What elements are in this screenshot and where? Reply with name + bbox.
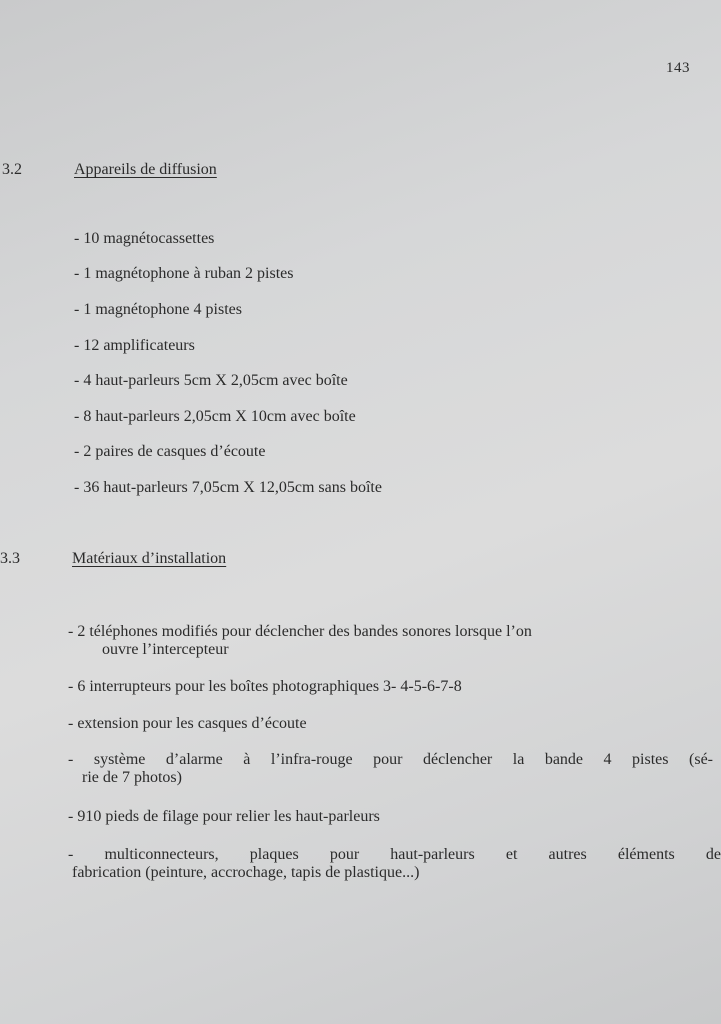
list-item-line: - 6 interrupteurs pour les boîtes photographiques 3- 4-5-6-7-8 xyxy=(68,678,462,695)
list-item-line: - 2 téléphones modifiés pour déclencher des bandes sonores lorsque l’on xyxy=(68,623,532,640)
list-item-line: - système d’alarme à l’infra-rouge pour déclencher la bande 4 pistes (sé- xyxy=(68,751,713,768)
section-number-3-2: 3.2 xyxy=(2,161,22,178)
list-item-line: fabrication (peinture, accrochage, tapis de plastique...) xyxy=(72,864,420,881)
section-number-3-3: 3.3 xyxy=(0,550,20,567)
page-number: 143 xyxy=(666,60,690,76)
list-item xyxy=(68,715,307,733)
list-item: - 12 amplificateurs xyxy=(74,337,195,354)
list-item: - 36 haut-parleurs 7,05cm X 12,05cm sans boîte xyxy=(74,479,382,496)
list-item: - 1 magnétophone à ruban 2 pistes xyxy=(74,265,294,282)
list-item-line: - 910 pieds de filage pour relier les haut-parleurs xyxy=(68,808,380,825)
list-item xyxy=(68,623,532,659)
section-title-3-2: Appareils de diffusion xyxy=(74,161,217,178)
list-item: - 2 paires de casques d’écoute xyxy=(74,443,266,460)
list-item xyxy=(68,846,721,882)
section-title-3-3: Matériaux d’installation xyxy=(72,550,227,567)
list-item-line: - multiconnecteurs, plaques pour haut-parleurs et autres éléments de xyxy=(68,846,721,863)
list-item xyxy=(68,678,462,696)
list-item: - 8 haut-parleurs 2,05cm X 10cm avec boîte xyxy=(74,408,356,425)
list-item: - 10 magnétocassettes xyxy=(74,230,215,247)
list-item xyxy=(68,808,380,826)
list-item: - 4 haut-parleurs 5cm X 2,05cm avec boîte xyxy=(74,372,348,389)
list-item-line: - extension pour les casques d’écoute xyxy=(68,715,307,732)
list-item-line: rie de 7 photos) xyxy=(82,769,182,786)
list-item xyxy=(68,751,713,787)
list-item: - 1 magnétophone 4 pistes xyxy=(74,301,242,318)
list-item-line: ouvre l’intercepteur xyxy=(102,641,229,658)
